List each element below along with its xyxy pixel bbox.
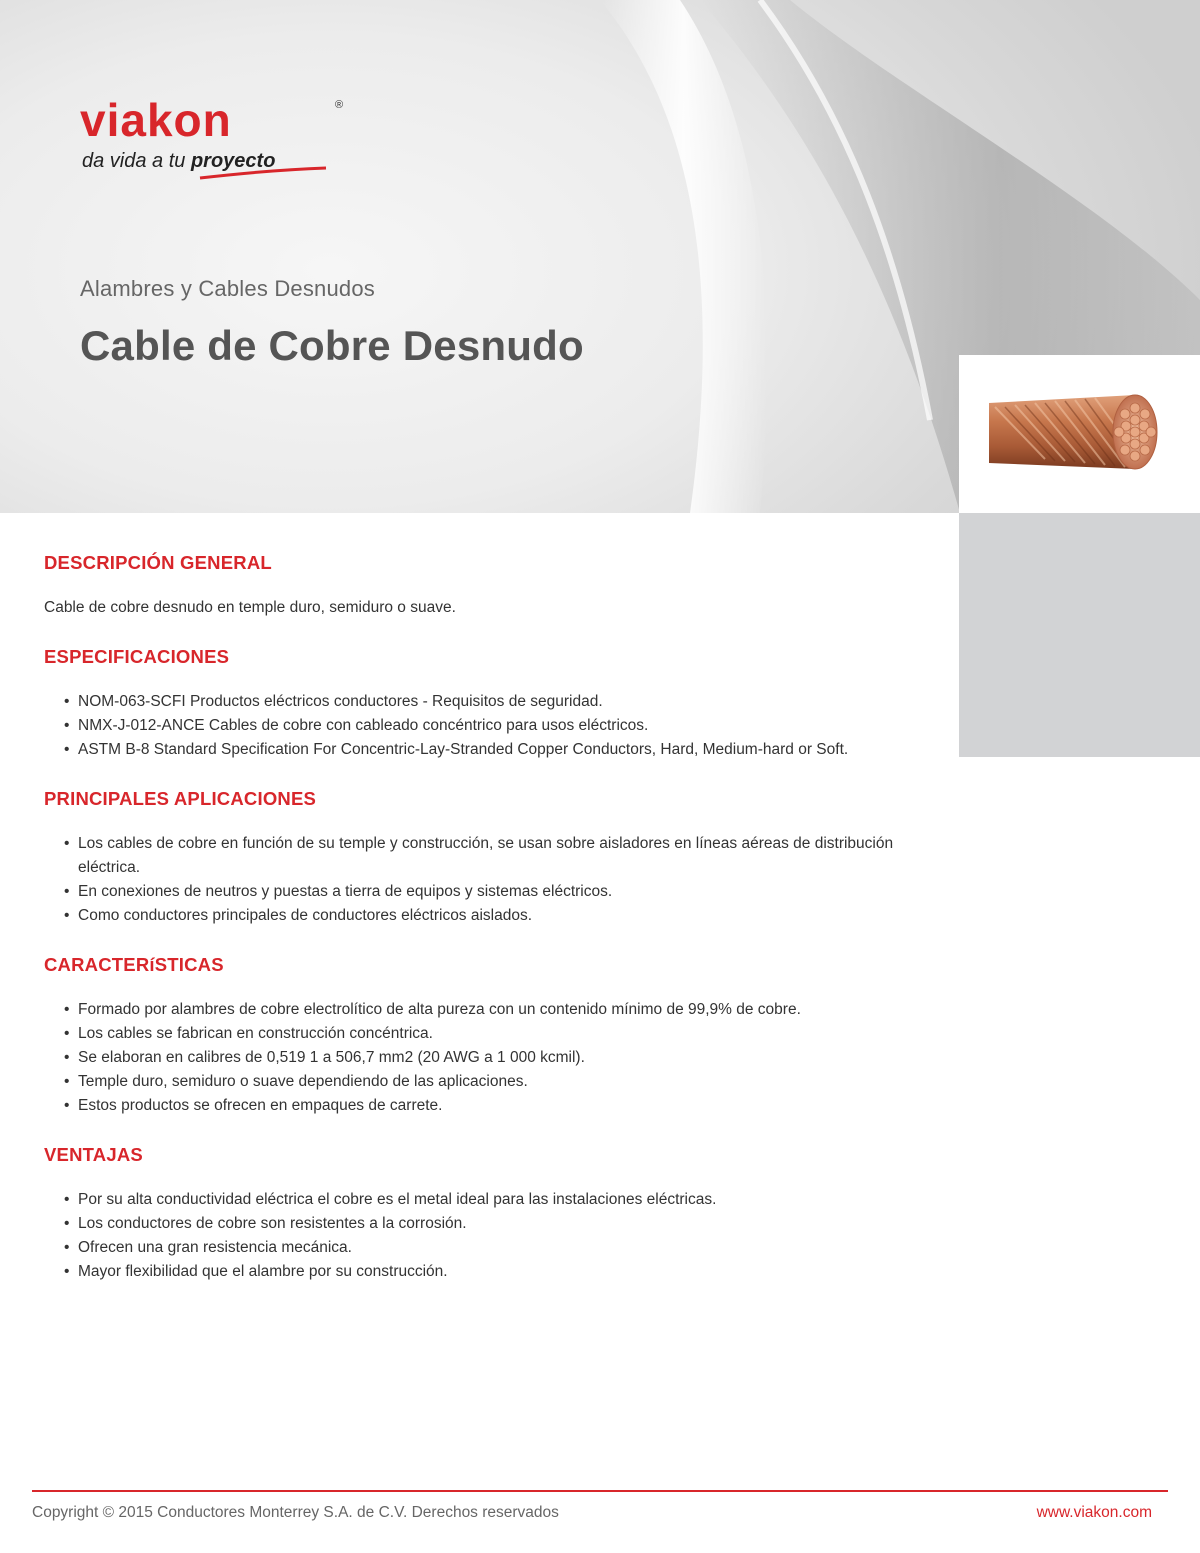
section-especificaciones <box>44 646 924 762</box>
content-body <box>44 552 924 1310</box>
section-text: Cable de cobre desnudo en temple duro, semiduro o suave. <box>44 599 456 616</box>
list-item: • Ofrecen una gran resistencia mecánica. <box>44 1236 924 1260</box>
viakon-logo <box>80 92 360 182</box>
list-item: • En conexiones de neutros y puestas a tierra de equipos y sistemas eléctricos. <box>44 880 924 904</box>
section-caracteristicas <box>44 954 924 1118</box>
list-item: • Estos productos se ofrecen en empaques de carrete. <box>44 1094 924 1118</box>
section-heading: CARACTERíSTICAS <box>44 954 224 975</box>
list-item: • Los cables de cobre en función de su temple y construcción, se usan sobre aisladores en líneas aéreas de distribución eléctrica. <box>44 832 924 880</box>
bullet-list <box>44 1188 924 1284</box>
section-ventajas <box>44 1144 924 1284</box>
copper-cable-image <box>985 393 1175 473</box>
list-item: • Se elaboran en calibres de 0,519 1 a 506,7 mm2 (20 AWG a 1 000 kcmil). <box>44 1046 924 1070</box>
section-heading: DESCRIPCIÓN GENERAL <box>44 552 272 573</box>
list-item: • NMX-J-012-ANCE Cables de cobre con cableado concéntrico para usos eléctricos. <box>44 714 924 738</box>
logo-tagline: da vida a tu proyecto <box>82 150 276 172</box>
bullet-list <box>44 690 924 762</box>
section-heading: VENTAJAS <box>44 1144 143 1165</box>
list-item: • ASTM B-8 Standard Specification For Concentric-Lay-Stranded Copper Conductors, Hard, Medium-hard or Soft. <box>44 738 924 762</box>
footer-divider <box>32 1490 1168 1492</box>
copyright-text: Copyright © 2015 Conductores Monterrey S.A. de C.V. Derechos reservados <box>32 1504 559 1521</box>
logo-wordmark: viakon <box>80 94 232 146</box>
category-subtitle: Alambres y Cables Desnudos <box>80 276 376 301</box>
bullet-list <box>44 832 924 928</box>
list-item: • Los cables se fabrican en construcción concéntrica. <box>44 1022 924 1046</box>
list-item: • Como conductores principales de conductores eléctricos aislados. <box>44 904 924 928</box>
product-photo <box>959 355 1200 513</box>
section-descripcion <box>44 552 924 620</box>
section-heading: ESPECIFICACIONES <box>44 646 230 667</box>
section-aplicaciones <box>44 788 924 928</box>
page-title: Cable de Cobre Desnudo <box>80 322 584 369</box>
list-item: • NOM-063-SCFI Productos eléctricos conductores - Requisitos de seguridad. <box>44 690 924 714</box>
registered-mark: ® <box>335 99 344 111</box>
list-item: • Los conductores de cobre son resistentes a la corrosión. <box>44 1212 924 1236</box>
list-item: • Temple duro, semiduro o suave dependiendo de las aplicaciones. <box>44 1070 924 1094</box>
side-gray-panel <box>959 513 1200 757</box>
bullet-list <box>44 998 924 1118</box>
list-item: • Formado por alambres de cobre electrolítico de alta pureza con un contenido mínimo de 99,9% de cobre. <box>44 998 924 1022</box>
list-item: • Mayor flexibilidad que el alambre por su construcción. <box>44 1260 924 1284</box>
website-link[interactable]: www.viakon.com <box>1036 1504 1152 1521</box>
section-heading: PRINCIPALES APLICACIONES <box>44 788 317 809</box>
list-item: • Por su alta conductividad eléctrica el cobre es el metal ideal para las instalaciones eléctricas. <box>44 1188 924 1212</box>
